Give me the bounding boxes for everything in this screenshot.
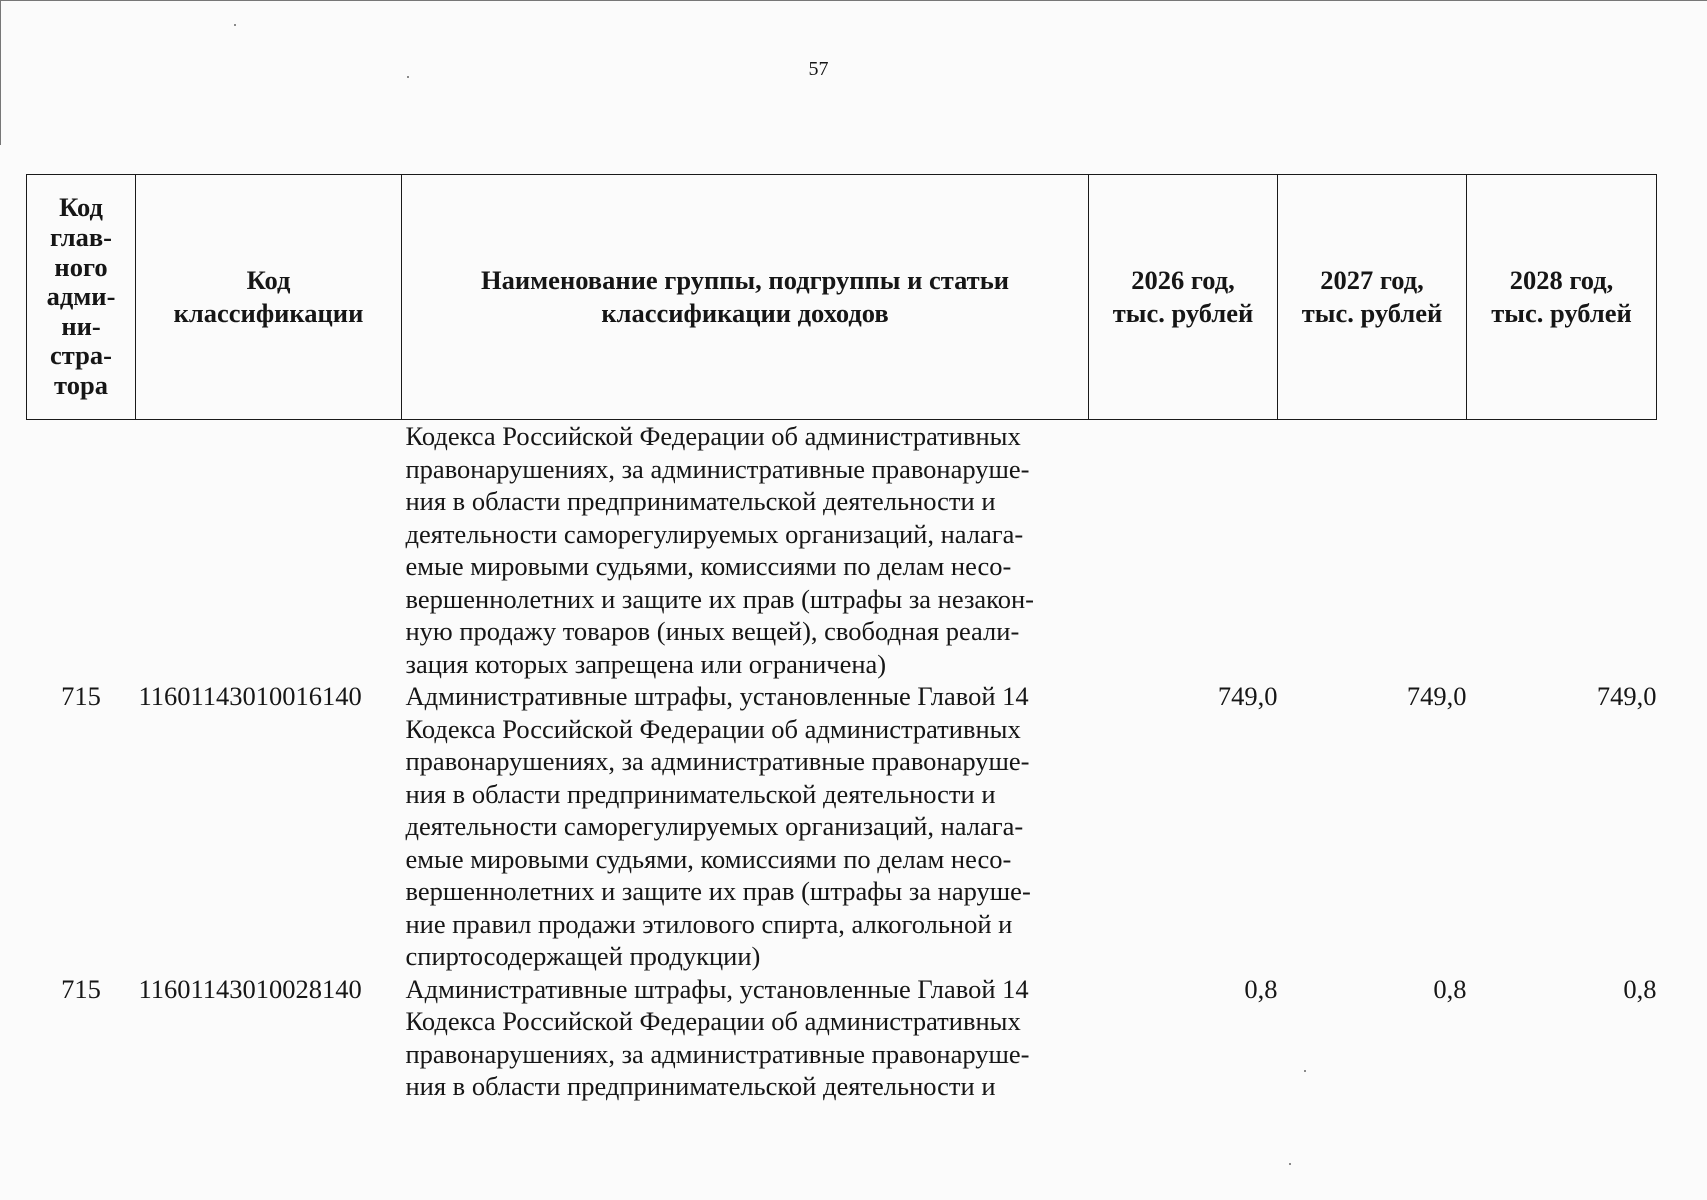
name-cell <box>402 680 1089 973</box>
table-row <box>27 680 1657 973</box>
admin-code-cell: 715 <box>61 681 101 711</box>
name-line: правонарушениях, за административные правонаруше- <box>405 746 1030 776</box>
name-line: емые мировыми судьями, комиссиями по делам несо- <box>405 843 1012 874</box>
name-line: деятельности саморегулируемых организаций, налага- <box>405 518 1024 549</box>
header-line: тора <box>54 369 108 400</box>
header-line: 2026 год, <box>1131 265 1235 295</box>
value-2028-cell <box>1467 420 1657 681</box>
scan-speck <box>234 24 236 26</box>
header-line: Наименование группы, подгруппы и статьи <box>481 265 1009 295</box>
admin-code-cell <box>27 420 136 681</box>
name-line: вершеннолетних и защите их прав (штрафы за незакон- <box>405 583 1034 614</box>
name-line: Кодекса Российской Федерации об административных <box>405 1006 1021 1036</box>
header-line: стра- <box>50 340 112 371</box>
value-2027-cell: 0,8 <box>1433 973 1467 1004</box>
header-line: тыс. рублей <box>1112 298 1254 328</box>
scan-border-top <box>0 0 1707 1</box>
value-2026-cell <box>1089 420 1278 681</box>
page-number: 57 <box>808 58 829 80</box>
name-cell <box>402 420 1089 681</box>
header-line: тыс. рублей <box>1491 298 1632 328</box>
table-row <box>27 973 1657 1103</box>
header-2026 <box>1089 175 1278 420</box>
value-2026-cell: 0,8 <box>1244 973 1278 1004</box>
name-line: Кодекса Российской Федерации об административных <box>405 713 1021 744</box>
admin-code-cell: 715 <box>61 973 101 1004</box>
name-line: зация которых запрещена или ограничена) <box>405 648 887 679</box>
header-admin-code <box>27 175 136 420</box>
name-line: правонарушениях, за административные правонаруше- <box>405 1038 1030 1069</box>
name-line: правонарушениях, за административные правонаруше- <box>405 453 1030 484</box>
header-line: адми- <box>46 281 116 312</box>
header-line: глав- <box>50 222 112 253</box>
header-line: Код <box>246 265 291 295</box>
header-line: классификации доходов <box>601 298 889 328</box>
name-line: ния в области предпринимательской деятельности и <box>405 486 996 516</box>
name-line: вершеннолетних и защите их прав (штрафы за наруше- <box>405 876 1031 906</box>
value-2028-cell: 749,0 <box>1596 681 1657 711</box>
value-2028-cell: 0,8 <box>1623 973 1657 1004</box>
name-line: спиртосодержащей продукции) <box>405 941 761 971</box>
table-header-row <box>27 175 1657 420</box>
header-2027 <box>1278 175 1467 420</box>
header-name <box>402 175 1089 420</box>
table-row <box>27 420 1657 681</box>
revenue-table <box>26 174 1657 1103</box>
header-line: тыс. рублей <box>1301 298 1443 328</box>
name-cell <box>402 973 1089 1103</box>
header-class-code <box>136 175 402 420</box>
header-2028 <box>1467 175 1657 420</box>
header-line: классификации <box>173 298 364 328</box>
header-line: Код <box>59 192 103 223</box>
header-line: 2028 год, <box>1509 265 1614 295</box>
name-line: Кодекса Российской Федерации об административных <box>405 421 1021 451</box>
name-line: деятельности саморегулируемых организаций, налага- <box>405 811 1024 841</box>
value-2027-cell <box>1278 420 1467 681</box>
scan-speck <box>1289 1163 1291 1165</box>
name-line: ния в области предпринимательской деятельности и <box>405 778 996 809</box>
name-line: ния в области предпринимательской деятельности и <box>405 1071 996 1101</box>
class-code-cell <box>136 420 402 681</box>
name-line: ную продажу товаров (иных вещей), свободная реали- <box>405 616 1020 646</box>
header-line: ного <box>54 251 108 282</box>
header-line: ни- <box>61 310 101 341</box>
value-2027-cell: 749,0 <box>1406 681 1467 711</box>
value-2026-cell: 749,0 <box>1217 681 1278 711</box>
name-line: Административные штрафы, установленные Главой 14 <box>405 973 1029 1004</box>
header-line: 2027 год, <box>1320 265 1424 295</box>
class-code-cell: 11601143010016140 <box>138 681 362 711</box>
name-line: Административные штрафы, установленные Главой 14 <box>405 681 1029 711</box>
name-line: емые мировыми судьями, комиссиями по делам несо- <box>405 551 1012 581</box>
class-code-cell: 11601143010028140 <box>138 973 362 1004</box>
name-line: ние правил продажи этилового спирта, алкогольной и <box>405 908 1013 939</box>
